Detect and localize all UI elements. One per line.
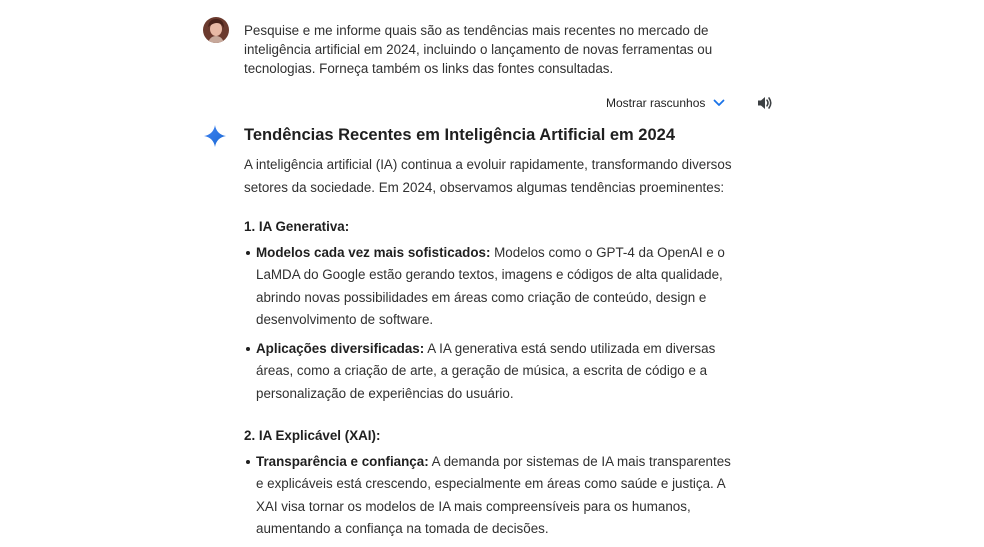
assistant-response — [244, 124, 739, 547]
bullet-list — [244, 242, 739, 405]
bullet-list — [244, 451, 739, 540]
list-item-text: Modelos como o GPT-4 da OpenAI e o LaMDA do Google estão gerando textos, imagens e códigos de alta qualidade, abrindo novas possibilidades em áreas como criação de conteúdo, design e desenvolvimento de software. — [256, 245, 725, 327]
list-item-bold: Transparência e confiança: — [256, 454, 429, 470]
user-avatar[interactable] — [203, 17, 229, 43]
list-item — [256, 242, 739, 331]
list-item-bold: Modelos cada vez mais sofisticados: — [256, 245, 491, 260]
section-title: 2. IA Explicável (XAI): — [244, 428, 381, 444]
list-item-text: A demanda por sistemas de IA mais transparentes e explicáveis está crescendo, especialmente em áreas como saúde e justiça. A XAI visa tornar os modelos de IA mais compreensíveis para os humanos, aumentando a confiança na tomada de decisões. — [256, 454, 731, 536]
chevron-down-icon — [712, 96, 726, 110]
read-aloud-button[interactable] — [756, 94, 774, 112]
list-item — [256, 451, 739, 540]
volume-icon — [756, 99, 774, 116]
response-title: Tendências Recentes em Inteligência Artificial em 2024 — [244, 126, 676, 144]
response-intro: A inteligência artificial (IA) continua a evoluir rapidamente, transformando diversos setores da sociedade. Em 2024, observamos algumas tendências proeminentes: — [244, 157, 732, 195]
list-item-text: A IA generativa está sendo utilizada em diversas áreas, como a criação de arte, a geração de música, a escrita de código e a personalização de experiências do usuário. — [256, 341, 716, 401]
section-title: 1. IA Generativa: — [244, 219, 350, 234]
list-item-bold: Aplicações diversificadas: — [256, 341, 425, 357]
user-prompt-text: Pesquise e me informe quais são as tendências mais recentes no mercado de inteligência artificial em 2024, incluindo o lançamento de novas ferramentas ou tecnologias. Forneça também os links das fontes consultadas. — [244, 23, 713, 76]
gemini-sparkle-icon — [204, 125, 226, 147]
show-drafts-button[interactable] — [606, 94, 726, 112]
show-drafts-label: Mostrar rascunhos — [606, 96, 706, 110]
list-item — [256, 338, 739, 405]
